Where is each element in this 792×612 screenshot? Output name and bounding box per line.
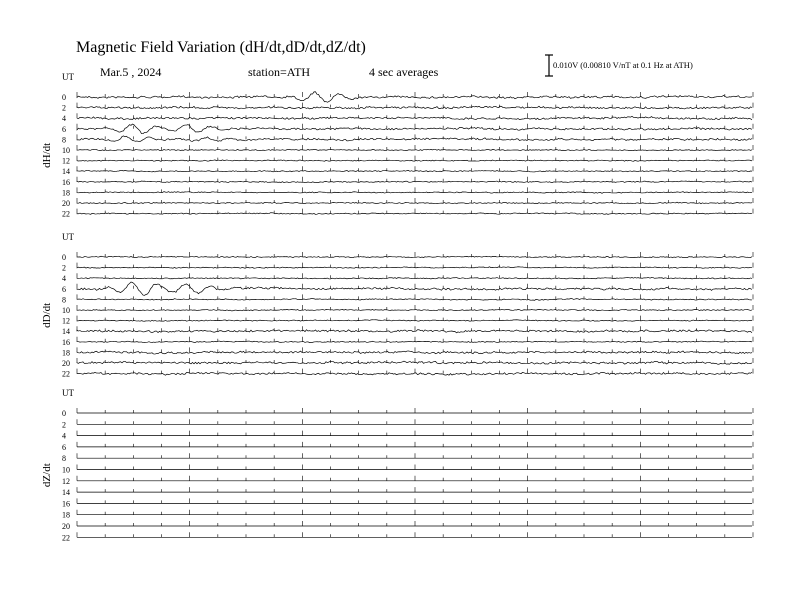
trace-line [77,372,752,375]
ut-label: UT [62,232,74,242]
ut-tick-label: 4 [62,431,66,441]
trace-line [77,267,752,268]
trace-line [77,256,752,257]
ut-tick-label: 0 [62,409,66,418]
panel-2 [41,388,753,542]
ut-tick-label: 22 [62,533,70,543]
trace-line [77,202,752,204]
ut-tick-label: 20 [62,359,70,368]
ut-label: UT [62,72,74,82]
ut-tick-label: 14 [62,327,70,337]
trace-line [77,181,752,183]
ut-tick-label: 10 [62,306,70,315]
trace-line [77,309,752,311]
ut-tick-label: 14 [62,488,70,498]
ut-tick-label: 12 [62,476,70,486]
scale-bar-icon [545,55,553,76]
ut-tick-label: 18 [62,348,70,358]
ut-tick-label: 16 [62,499,70,509]
scale-bar-label: 0.010V (0.00810 V/nT at 0.1 Hz at ATH) [553,60,693,70]
trace-line [77,106,752,109]
panel-label: dD/dt [41,302,53,328]
ut-tick-label: 8 [62,135,66,145]
ut-tick-label: 6 [62,124,66,134]
trace-line [77,160,752,161]
panel-1 [41,232,753,379]
ut-tick-label: 6 [62,442,66,452]
ut-tick-label: 2 [62,420,66,430]
ut-tick-label: 0 [62,93,66,102]
trace-line [77,124,752,134]
panel-label: dZ/dt [41,463,53,488]
ut-tick-label: 12 [62,156,70,166]
trace-line [77,330,752,333]
ut-tick-label: 0 [62,253,66,262]
ut-tick-label: 4 [62,274,66,284]
panel-label: dH/dt [41,142,53,168]
trace-line [77,149,752,150]
ut-tick-label: 8 [62,454,66,464]
ut-tick-label: 6 [62,284,66,294]
ut-tick-label: 22 [62,209,70,219]
chart-title: Magnetic Field Variation (dH/dt,dD/dt,dZ/dt) [76,39,366,56]
trace-line [77,282,752,295]
trace-line [77,116,752,120]
ut-label: UT [62,388,74,398]
trace-line [77,299,752,301]
ut-tick-label: 18 [62,510,70,520]
date-label: Mar.5 , 2024 [100,65,162,79]
ut-tick-label: 20 [62,522,70,531]
ut-tick-label: 16 [62,177,70,187]
panel-0 [41,72,753,219]
ut-tick-label: 18 [62,188,70,198]
station-label: station=ATH [248,65,311,79]
ut-tick-label: 10 [62,465,70,475]
trace-line [77,92,752,102]
trace-line [77,341,752,343]
trace-line [77,320,752,321]
ut-tick-label: 22 [62,369,70,379]
trace-line [77,170,752,172]
trace-line [77,136,752,142]
ut-tick-label: 14 [62,167,70,177]
trace-line [77,277,752,279]
trace-line [77,213,752,215]
ut-tick-label: 16 [62,337,70,347]
trace-line [77,351,752,354]
ut-tick-label: 2 [62,103,66,113]
trace-line [77,361,752,364]
ut-tick-label: 10 [62,146,70,155]
ut-tick-label: 4 [62,114,66,124]
trace-line [77,192,752,194]
ut-tick-label: 8 [62,295,66,305]
averaging-label: 4 sec averages [369,65,439,79]
ut-tick-label: 2 [62,263,66,273]
ut-tick-label: 20 [62,199,70,208]
ut-tick-label: 12 [62,316,70,326]
